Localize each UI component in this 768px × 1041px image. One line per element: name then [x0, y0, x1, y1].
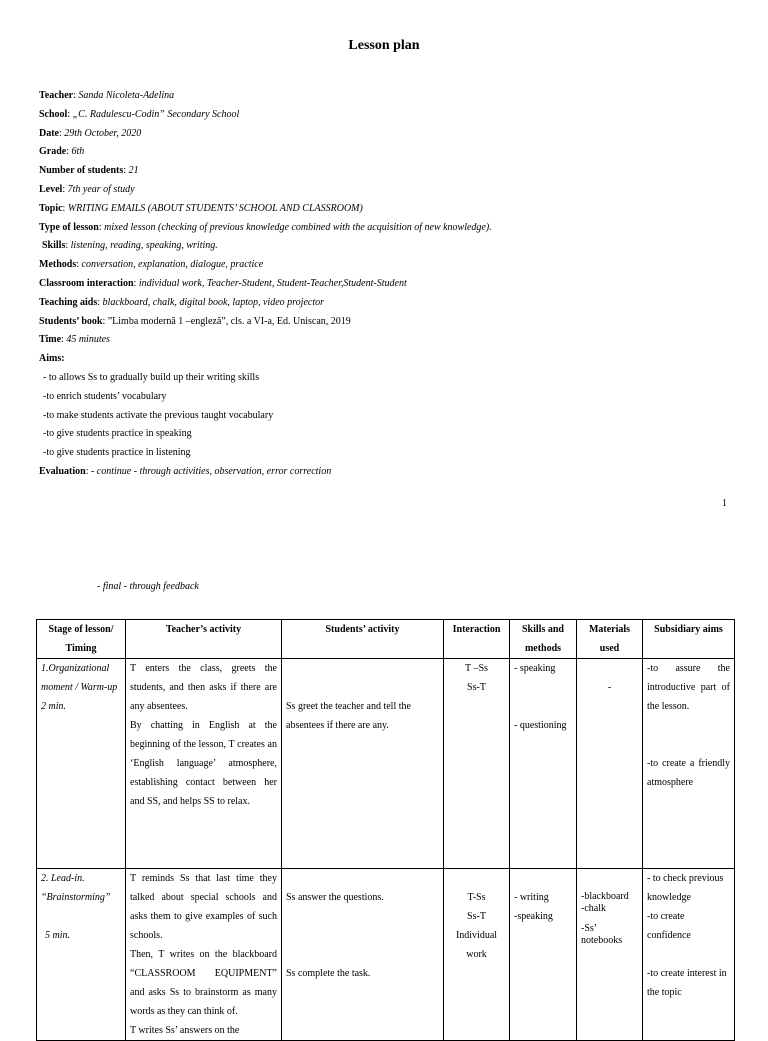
cell-students-activity	[282, 869, 444, 1041]
field-value: listening, reading, speaking, writing.	[70, 240, 218, 252]
field-label: School	[39, 108, 68, 120]
materials-text: -	[607, 682, 612, 693]
students-text: Ss complete the task.	[286, 968, 371, 979]
field-label: Evaluation	[39, 465, 86, 477]
page-title: Lesson plan	[348, 38, 420, 53]
cell-stage	[37, 659, 126, 869]
field-students: Number of students: 21	[39, 165, 139, 177]
aim-text: -to create a friendly atmosphere	[647, 758, 730, 788]
field-value: individual work, Teacher-Student, Student-Teacher,Student-Student	[138, 277, 407, 289]
field-label: Skills	[42, 240, 66, 252]
header-aims: Subsidiary aims	[643, 620, 735, 659]
skill-text: - speaking	[514, 663, 556, 674]
header-stage: Stage of lesson/ Timing	[37, 620, 126, 659]
field-aids: Teaching aids: blackboard, chalk, digital book, laptop, video projector	[39, 296, 324, 308]
field-label: Classroom interaction	[39, 277, 134, 289]
interaction-text: Ss-T	[467, 911, 486, 922]
teacher-text: T reminds Ss that last time they talked about special schools and asks them to give examples of such schools.	[130, 873, 277, 941]
aim-text: - to check previous knowledge	[647, 873, 724, 903]
interaction-text: Ss-T	[467, 682, 486, 693]
field-evaluation: Evaluation: - continue - through activities, observation, error correction	[39, 465, 332, 477]
field-label: Methods	[39, 259, 77, 271]
field-label: Grade	[39, 146, 67, 158]
cell-interaction	[444, 659, 510, 869]
skill-text: -speaking	[514, 911, 553, 922]
aim-item: -to give students practice in speaking	[43, 428, 192, 440]
field-value: 45 minutes	[66, 334, 110, 346]
header-students-activity: Students’ activity	[282, 620, 444, 659]
lesson-details	[39, 87, 739, 482]
materials-text: -Ss’ notebooks	[581, 923, 623, 946]
field-label: Date	[39, 127, 59, 139]
cell-skills	[510, 869, 577, 1041]
field-label: Teacher	[39, 90, 74, 101]
field-type: Type of lesson: mixed lesson (checking of previous knowledge combined with the acquisition of new knowledge).	[39, 221, 492, 233]
aim-text: -to create interest in the topic	[647, 968, 727, 998]
field-label: Time	[39, 334, 62, 346]
field-grade: Grade: 6th	[39, 146, 85, 158]
stage-time: 2 min.	[41, 701, 66, 712]
field-value: 29th October, 2020	[64, 127, 142, 139]
field-level: Level: 7th year of study	[39, 183, 135, 195]
field-label: Topic	[39, 202, 63, 214]
lesson-table	[36, 619, 735, 1041]
teacher-text: Then, T writes on the blackboard “CLASSROOM EQUIPMENT” and asks Ss to brainstorm as many words as they can think of.	[130, 949, 277, 1017]
teacher-text: T writes Ss’ answers on the	[130, 1025, 240, 1036]
page-number: 1	[722, 498, 727, 509]
field-label: Students’ book	[39, 315, 103, 327]
field-label: Aims:	[39, 353, 65, 365]
cell-stage	[37, 869, 126, 1041]
field-methods: Methods: conversation, explanation, dialogue, practice	[39, 259, 264, 271]
field-value: blackboard, chalk, digital book, laptop, video projector	[102, 296, 324, 308]
aim-item: -to enrich students’ vocabulary	[43, 390, 167, 402]
cell-aims	[643, 659, 735, 869]
stage-time: 5 min.	[45, 930, 70, 941]
table-row	[37, 659, 735, 869]
cell-teacher-activity	[126, 659, 282, 869]
stage-name: 2. Lead-in. “Brainstorming”	[41, 873, 111, 903]
field-value: conversation, explanation, dialogue, practice	[81, 259, 264, 271]
field-label: Teaching aids	[39, 296, 98, 308]
field-value: „C. Radulescu-Codin” Secondary School	[72, 108, 240, 120]
materials-text: -blackboard	[581, 891, 629, 902]
interaction-text: T-Ss	[467, 892, 486, 903]
field-value: WRITING EMAILS (ABOUT STUDENTS’ SCHOOL AND CLASSROOM)	[67, 202, 363, 214]
header-teacher-activity: Teacher’s activity	[126, 620, 282, 659]
cell-teacher-activity	[126, 869, 282, 1041]
field-school: School: „C. Radulescu-Codin” Secondary School	[39, 108, 240, 120]
cell-aims	[643, 869, 735, 1041]
aim-item: -to give students practice in listening	[43, 447, 191, 459]
interaction-text: Individual work	[455, 930, 498, 960]
header-skills: Skills and methods	[510, 620, 577, 659]
students-text: Ss greet the teacher and tell the absentees if there are any.	[286, 701, 411, 731]
students-text: Ss answer the questions.	[286, 892, 384, 903]
skill-text: - writing	[514, 892, 549, 903]
cell-interaction	[444, 869, 510, 1041]
field-value: 21	[128, 165, 139, 177]
skill-text: - questioning	[514, 720, 567, 731]
header-materials: Materials used	[577, 620, 643, 659]
header-interaction: Interaction	[444, 620, 510, 659]
materials-text: -chalk	[581, 903, 606, 914]
aim-text: -to assure the introductive part of the lesson.	[647, 663, 730, 712]
table-row	[37, 869, 735, 1041]
teacher-text: T enters the class, greets the students, and then asks if there are any absentees.	[130, 663, 277, 712]
aim-text: -to create confidence	[647, 911, 691, 941]
field-aims	[39, 350, 739, 369]
field-value: 7th year of study	[67, 183, 135, 195]
interaction-text: T –Ss	[465, 663, 488, 674]
field-teacher: Teacher: Sanda Nicoleta-Adelina	[39, 90, 175, 101]
field-book: Students’ book: ”Limba modernă 1 –engleză”, cls. a VI-a, Ed. Uniscan, 2019	[39, 315, 351, 327]
field-value: - continue - through activities, observation, error correction	[90, 465, 332, 477]
field-label: Level	[39, 183, 63, 195]
cell-materials	[577, 659, 643, 869]
cell-students-activity	[282, 659, 444, 869]
field-value: ”Limba modernă 1 –engleză”, cls. a VI-a, Ed. Uniscan, 2019	[107, 315, 351, 327]
field-date: Date: 29th October, 2020	[39, 127, 142, 139]
stage-name: 1.Organizational moment / Warm-up	[41, 663, 118, 693]
aim-item: - to allows Ss to gradually build up their writing skills	[43, 371, 260, 383]
teacher-text: By chatting in English at the beginning of the lesson, T creates an ‘English language’ atmosphere, establishing contact between her and SS, and helps SS to relax.	[130, 720, 277, 807]
aim-item: -to make students activate the previous taught vocabulary	[43, 409, 274, 421]
field-time: Time: 45 minutes	[39, 334, 110, 346]
field-value: mixed lesson (checking of previous knowledge combined with the acquisition of new knowledge).	[104, 221, 492, 233]
field-topic: Topic: WRITING EMAILS (ABOUT STUDENTS’ SCHOOL AND CLASSROOM)	[39, 202, 363, 214]
table-header-row	[37, 620, 735, 659]
field-label: Number of students	[39, 165, 124, 177]
cell-materials	[577, 869, 643, 1041]
cell-skills	[510, 659, 577, 869]
field-interaction: Classroom interaction: individual work, Teacher-Student, Student-Teacher,Student-Student	[39, 277, 407, 289]
field-value: 6th	[71, 146, 85, 158]
field-skills: Skills: listening, reading, speaking, writing.	[42, 240, 218, 252]
field-value: Sanda Nicoleta-Adelina	[78, 90, 175, 101]
evaluation-final: - final - through feedback	[97, 581, 199, 592]
field-label: Type of lesson	[39, 221, 99, 233]
